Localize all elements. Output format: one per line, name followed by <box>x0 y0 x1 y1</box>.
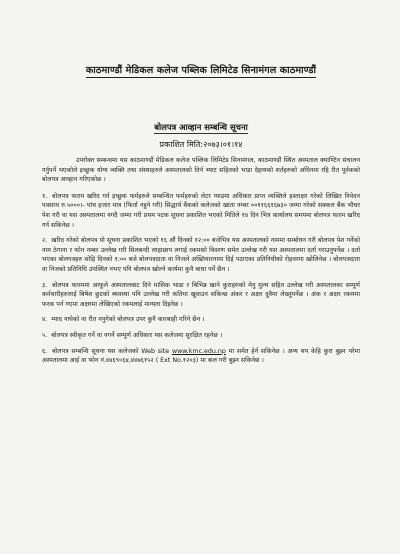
item-number: ४. <box>42 316 48 324</box>
item-text: बोलपत्र फारममा आफूले अस्पतालबाट दिने मासिक भाडा र बिभिन्न खाने कुराहरुको मेनु मुल्य सहित उल्लेख गरी अस्पतालका सम्पूर्ण कर्मचारीहरुलाई बिषेश छुटको ब्यवस्था पनि उल्लेख गरी कतिमा खुवाउन सकिन्छ अंकर र अक्षर दुवैमा लेख्नुपर्नेछ । अंक र अक्षर रकममा फरक पर्न गएमा अक्षरमा लेखिएको रकमलाई मान्यता दिइनेछ । <box>42 281 360 308</box>
item-number: २. <box>42 237 48 245</box>
item-number: ५. <box>42 331 48 339</box>
item-number: ३. <box>42 281 48 289</box>
notice-subject <box>42 122 360 133</box>
item-number: १. <box>42 192 48 200</box>
website-link[interactable]: www.kmc.edu.np <box>171 347 226 355</box>
notice-item-6 <box>42 347 360 366</box>
notice-item-2 <box>42 236 360 274</box>
header <box>42 58 360 78</box>
notice-item-4 <box>42 315 360 325</box>
notice-item-3 <box>42 281 360 310</box>
notice-subject-text: बोलपत्र आव्हान सम्बन्धि सूचना <box>154 122 248 132</box>
item-text: बोलपत्र फारम खरिद गर्न इच्छुक फर्महरुले सम्बन्धित फर्महरुको लेटर प्याडमा अधिकार प्राप्त व्यक्तिले हस्ताक्षर गरेको लिखित निवेदन पत्रसाथ रु.५०००।- पांच हजार मात्र (फिर्ता नहुने गरी) सिद्धार्थ बैंकको कलेजको खाता नम्बर ००११६६१६७३० जम्मा गरेको सक्कल बैंक भौचर पेश गरी वा यस अस्पतालमा नगदै जम्मा गरी प्रथम पटक सूचना प्रकाशित भएको मितिले १४ दिन भित्र कार्यालय समयमा बोलपत्र फारम खरिद गर्न सकिनेछ । <box>42 192 360 229</box>
page-title: काठमाण्डौं मेडिकल कलेज पब्लिक लिमिटेड सिनामंगल काठमाण्डौं <box>85 65 317 76</box>
intro-paragraph: उपरोक्त सम्बन्धमा यस काठमाण्डौं मेडिकल कलेज पब्लिक लिमिटेड सिनामंगल, काठमाण्डौं स्थित अस्पताल क्याण्टिन संचालन गर्नुपर्ने भएकोले इच्छुक योग्य व्यक्ति तथा संस्थाहरुले अस्पतालको तिर्न भ्याट सहितको भाडा देहायको शर्तहरुको अधिनमा रहि रीत पूर्वकको बोलपत्र आव्हान गरिएकोछ । <box>42 157 360 184</box>
item-text: म्याद नाघेको वा रीत नपुगेको बोलपत्र उपर कुनै कारबाही गरिने छैन । <box>51 316 205 324</box>
item-text-continued: मा समेत हेर्न सकिनेछ । अन्य थप केहि कुरा बुझ्न परेमा अस्पतालमा आई वा फोन नं.४४६९०६४,४४७६१५२ ( Ext No.१२०३) मा कल गरी बुझ्न सकिनेछ । <box>42 347 360 365</box>
notice-item-1 <box>42 192 360 230</box>
item-text: बोलपत्र स्वीकृत गर्ने वा नगर्ने सम्पूर्ण अधिकार यस कलेजमा सुरक्षित रहनेछ । <box>51 331 223 339</box>
notice-item-5 <box>42 331 360 341</box>
item-number: ६. <box>42 347 48 355</box>
item-text: बोलपत्र सम्बन्धि सूचना यस कलेजको Web site <box>52 347 172 355</box>
published-date: प्रकाशित मिति:२०७३।०१।१४ <box>159 140 243 149</box>
item-text: खरिद गरेको बोलपत्र यो सूचना प्रकाशित भएको १६ औं दिनको १२:०० बजेभित्र यस अस्पतालको नाममा सम्बोधन गरी बोलपत्र पेश गर्नेको नाम ठेगाना र फोन नम्बर उल्लेख गरी सिलबन्दी लाहाछाप लगाई रकमको विवरण समेत उल्लेख गरी यस अस्पतालमा दर्ता गराउनुपर्नेछ । दर्ता भएका बोलपत्रहरु सोहि दिनको १:०० बजे बोलपत्रदाता वा निजले अख्तियारनामा दिई पठाएका प्रतिनिधीको रोहवरमा खोलिनेछ । बोलपत्रदाता वा निजको प्रतिनिधि उपस्थित नभए पनि बोलपत्र खोल्ने कार्यमा कुनै बाधा पर्ने छैन । <box>42 237 360 273</box>
